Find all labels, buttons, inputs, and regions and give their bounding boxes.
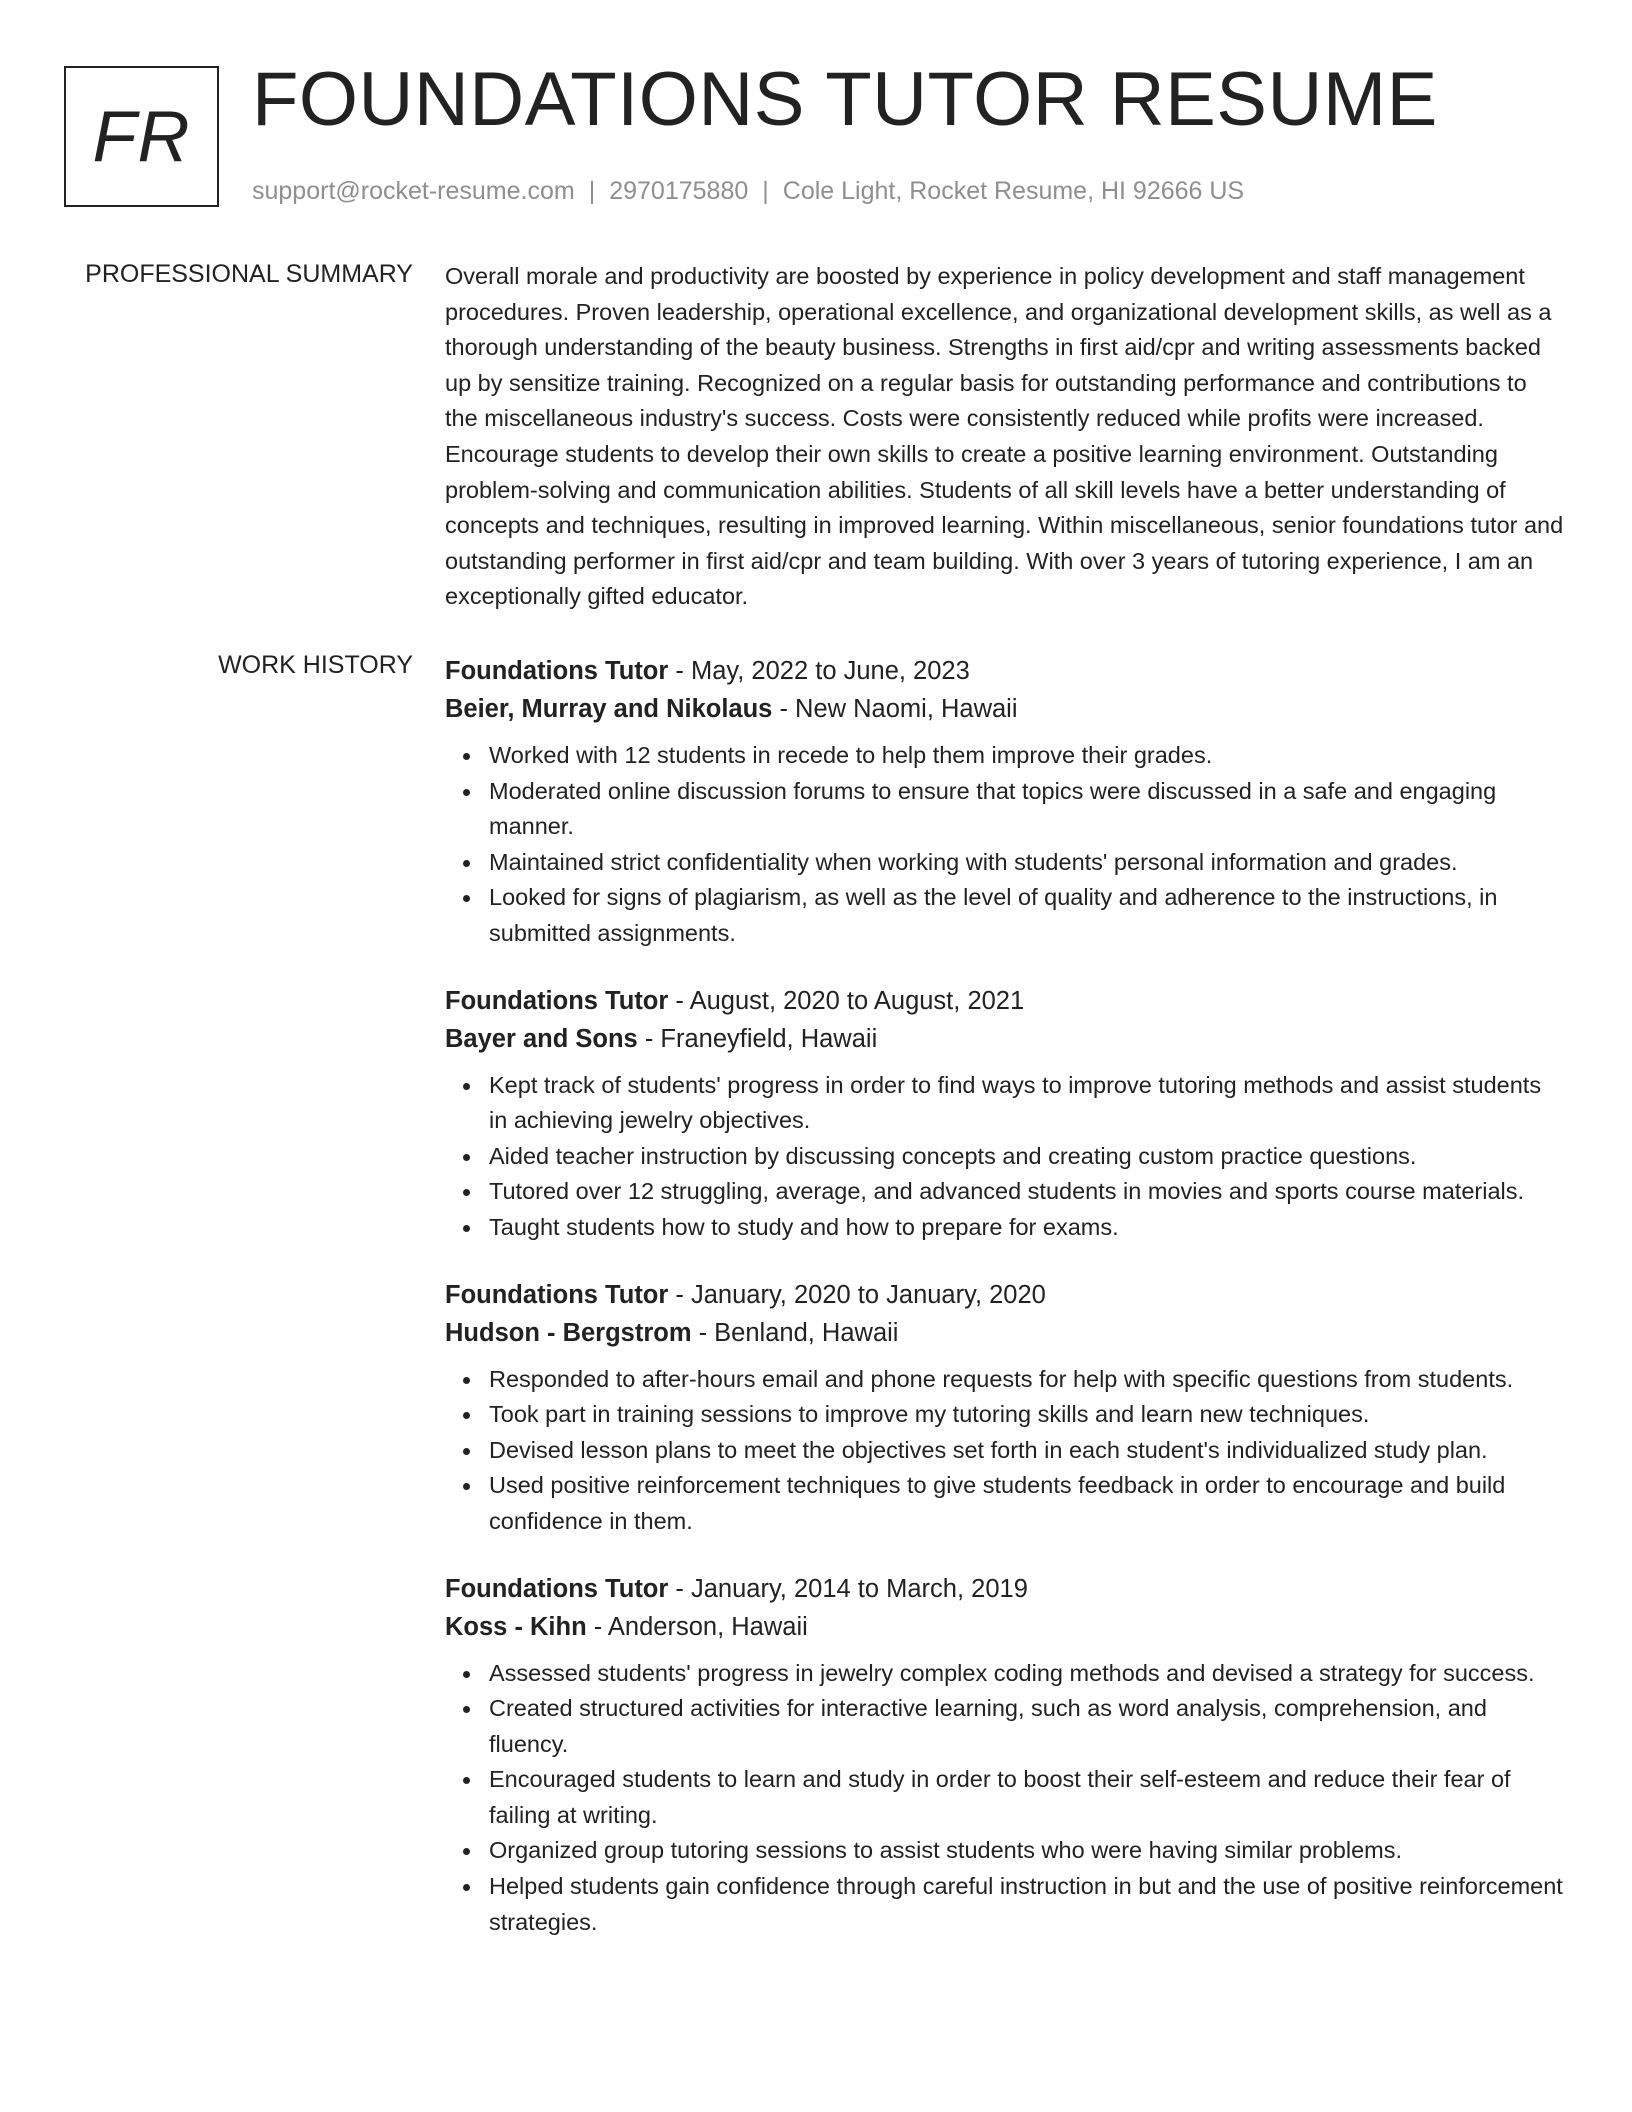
contact-separator: | — [588, 177, 596, 205]
job-bullets — [445, 738, 1565, 952]
job-location: - Benland, Hawaii — [691, 1318, 899, 1347]
job-title-line — [445, 982, 1565, 1020]
job-entry — [445, 982, 1565, 1246]
job-bullet: Kept track of students' progress in order to find ways to improve tutoring methods and assist students in achieving jewelry objectives. — [489, 1068, 1565, 1139]
contact-line — [252, 176, 1244, 206]
section-label-summary: PROFESSIONAL SUMMARY — [85, 260, 413, 288]
job-title: Foundations Tutor — [445, 1280, 669, 1309]
job-company-line — [445, 1020, 1565, 1058]
job-bullet: Aided teacher instruction by discussing concepts and creating custom practice questions. — [489, 1139, 1565, 1175]
job-bullet: Assessed students' progress in jewelry complex coding methods and devised a strategy for success. — [489, 1656, 1565, 1692]
job-bullet: Took part in training sessions to improve my tutoring skills and learn new techniques. — [489, 1397, 1565, 1433]
job-bullet: Devised lesson plans to meet the objectives set forth in each student's individualized study plan. — [489, 1433, 1565, 1469]
job-bullet: Tutored over 12 struggling, average, and advanced students in movies and sports course materials. — [489, 1174, 1565, 1210]
job-title: Foundations Tutor — [445, 986, 669, 1015]
work-history-list — [445, 652, 1565, 1970]
job-company: Beier, Murray and Nikolaus — [445, 695, 773, 723]
job-title: Foundations Tutor — [445, 657, 669, 685]
job-company-line — [445, 690, 1565, 728]
job-location: - Franeyfield, Hawaii — [637, 1024, 878, 1053]
job-title-line — [445, 1276, 1565, 1314]
job-bullet: Organized group tutoring sessions to assist students who were having similar problems. — [489, 1833, 1565, 1869]
job-location: - Anderson, Hawaii — [586, 1612, 808, 1641]
job-dates: - January, 2014 to March, 2019 — [668, 1574, 1028, 1603]
job-company: Koss - Kihn — [445, 1612, 587, 1641]
job-bullet: Helped students gain confidence through careful instruction in but and the use of positive reinforcement strategies. — [489, 1869, 1565, 1940]
job-company: Hudson - Bergstrom — [445, 1318, 692, 1347]
contact-separator: | — [762, 177, 769, 205]
job-bullet: Encouraged students to learn and study in order to boost their self-esteem and reduce their fear of failing at writing. — [489, 1762, 1565, 1833]
job-title: Foundations Tutor — [445, 1574, 669, 1603]
job-bullet: Responded to after-hours email and phone requests for help with specific questions from students. — [489, 1362, 1565, 1398]
section-label-work-history: WORK HISTORY — [218, 651, 413, 679]
contact-email[interactable]: support@rocket-resume.com — [252, 177, 575, 205]
job-entry — [445, 652, 1565, 952]
job-entry — [445, 1276, 1565, 1540]
contact-address: Cole Light, Rocket Resume, HI 92666 US — [782, 177, 1245, 205]
monogram-logo — [64, 66, 219, 207]
job-bullet: Looked for signs of plagiarism, as well as the level of quality and adherence to the instructions, in submitted assignments. — [489, 880, 1565, 951]
job-location: - New Naomi, Hawaii — [772, 695, 1018, 723]
job-bullet: Taught students how to study and how to prepare for exams. — [489, 1210, 1565, 1246]
job-dates: - August, 2020 to August, 2021 — [668, 986, 1025, 1015]
monogram-initials: FR — [92, 96, 191, 177]
job-company-line — [445, 1608, 1565, 1646]
resume-title: FOUNDATIONS TUTOR RESUME — [252, 57, 1438, 142]
job-company: Bayer and Sons — [445, 1024, 638, 1053]
job-bullets — [445, 1362, 1565, 1540]
job-bullet: Used positive reinforcement techniques to give students feedback in order to encourage and build confidence in them. — [489, 1468, 1565, 1539]
job-bullets — [445, 1068, 1565, 1246]
job-bullet: Maintained strict confidentiality when working with students' personal information and grades. — [489, 845, 1565, 881]
job-dates: - January, 2020 to January, 2020 — [668, 1280, 1046, 1309]
job-bullet: Created structured activities for interactive learning, such as word analysis, comprehension, and fluency. — [489, 1691, 1565, 1762]
job-dates: - May, 2022 to June, 2023 — [668, 657, 970, 685]
contact-phone[interactable]: 2970175880 — [609, 177, 749, 205]
job-title-line — [445, 652, 1565, 690]
professional-summary-text: Overall morale and productivity are boosted by experience in policy development and staff management procedures. Proven leadership, operational excellence, and organizational development skills, as well as a thorough understanding of the beauty business. Strengths in first aid/cpr and writing assessments backed up by sensitize training. Recognized on a regular basis for outstanding performance and contributions to the miscellaneous industry's success. Costs were consistently reduced while profits were increased. Encourage students to develop their own skills to create a positive learning environment. Outstanding problem-solving and communication abilities. Students of all skill levels have a better understanding of concepts and techniques, resulting in improved learning. Within miscellaneous, senior foundations tutor and outstanding performer in first aid/cpr and team building. With over 3 years of tutoring experience, I am an exceptionally gifted educator. — [445, 263, 1564, 610]
job-entry — [445, 1570, 1565, 1941]
job-bullet: Moderated online discussion forums to ensure that topics were discussed in a safe and engaging manner. — [489, 774, 1565, 845]
job-bullet: Worked with 12 students in recede to help them improve their grades. — [489, 738, 1565, 774]
job-company-line — [445, 1314, 1565, 1352]
job-title-line — [445, 1570, 1565, 1608]
job-bullets — [445, 1656, 1565, 1941]
